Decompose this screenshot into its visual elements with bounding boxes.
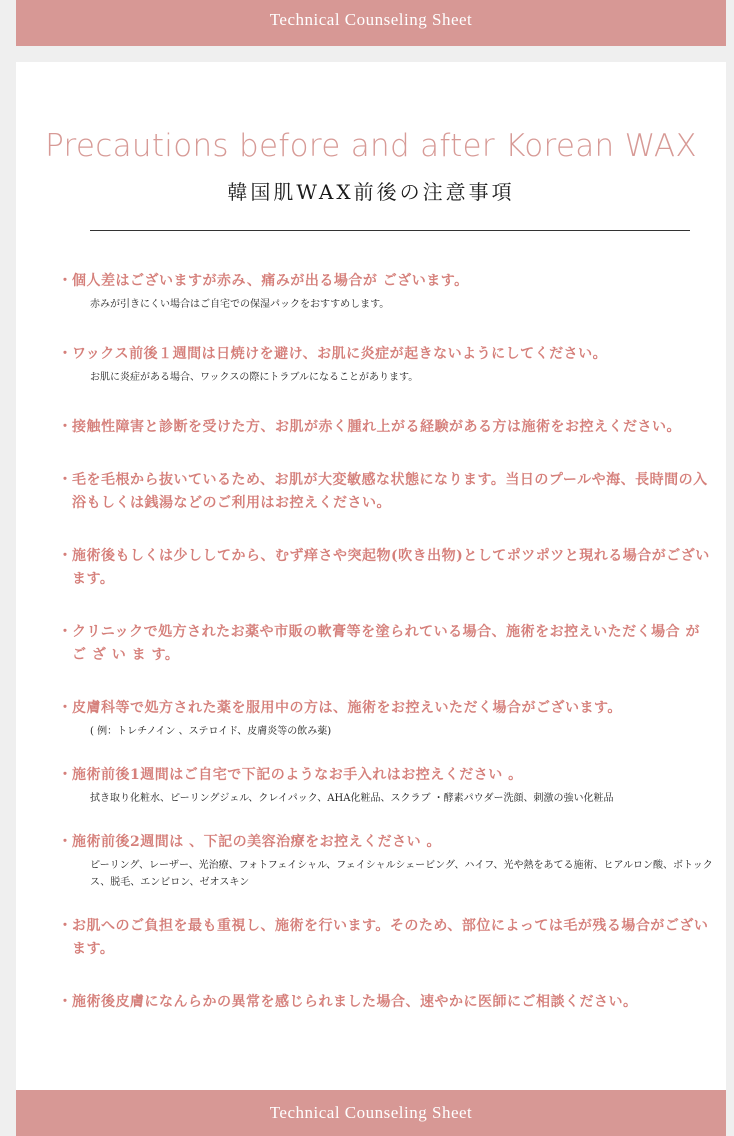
- precaution-text: ・ワックス前後１週間は日焼けを避け、お肌に炎症が起きないようにしてください。: [58, 343, 718, 366]
- bullet-icon: ・: [58, 700, 73, 716]
- bullet-icon: ・: [58, 419, 73, 435]
- precaution-item: [58, 764, 718, 807]
- precaution-list: [58, 270, 718, 1014]
- precaution-item: [58, 270, 718, 313]
- english-title: Precautions before and after Korean WAX: [45, 128, 697, 164]
- counseling-sheet: [16, 62, 726, 1090]
- bullet-icon: ・: [58, 472, 73, 488]
- bullet-icon: ・: [58, 624, 73, 640]
- precaution-text: ・施術後皮膚になんらかの異常を感じられました場合、速やかに医師にご相談ください。: [58, 991, 718, 1014]
- footer-title: Technical Counseling Sheet: [269, 1103, 473, 1122]
- precaution-item: [58, 545, 718, 591]
- precaution-item: [58, 416, 718, 439]
- precaution-text: ・施術前後1週間はご自宅で下記のようなお手入れはお控えください 。: [58, 764, 718, 787]
- precaution-text: ・施術後もしくは少ししてから、むず痒さや突起物(吹き出物)としてポツポツと現れる場合がございます。: [58, 545, 718, 591]
- footer-band: [16, 1090, 726, 1136]
- precaution-text: ・接触性障害と診断を受けた方、お肌が赤く腫れ上がる経験がある方は施術をお控えください。: [58, 416, 718, 439]
- precaution-text: ・毛を毛根から抜いているため、お肌が大変敏感な状態になります。当日のプールや海、長時間の入浴もしくは銭湯などのご利用はお控えください。: [58, 469, 718, 515]
- precaution-item: [58, 621, 718, 667]
- bullet-icon: ・: [58, 548, 73, 564]
- precaution-item: [58, 697, 718, 740]
- precaution-note: ピーリング、レーザー、光治療、フォトフェイシャル、フェイシャルシェービング、ハイフ、光や熱をあてる施術、ヒアルロン酸、ボトックス、脱毛、エンビロン、ゼオスキン: [90, 860, 713, 888]
- precaution-note: ( 例：トレチノイン 、ステロイド、皮膚炎等の飲み薬): [90, 726, 332, 737]
- title-divider: [90, 230, 690, 231]
- precaution-text: ・お肌へのご負担を最も重視し、施術を行います。そのため、部位によっては毛が残る場合がございます。: [58, 915, 718, 961]
- precaution-item: [58, 469, 718, 515]
- precaution-text: ・施術前後2週間は 、下記の美容治療をお控えください 。: [58, 831, 718, 854]
- header-title: Technical Counseling Sheet: [269, 10, 473, 29]
- bullet-icon: ・: [58, 767, 73, 783]
- precaution-item: [58, 831, 718, 891]
- bullet-icon: ・: [58, 346, 73, 362]
- precaution-note: 赤みが引きにくい場合はご自宅での保湿パックをおすすめします。: [90, 299, 390, 310]
- bullet-icon: ・: [58, 273, 73, 289]
- precaution-text: ・個人差はございますが赤み、痛みが出る場合が ございます。: [58, 270, 718, 293]
- precaution-text: ・皮膚科等で処方された薬を服用中の方は、施術をお控えいただく場合がございます。: [58, 697, 718, 720]
- bullet-icon: ・: [58, 918, 73, 934]
- precaution-item: [58, 991, 718, 1014]
- precaution-note: 拭き取り化粧水、ピーリングジェル、クレイパック、AHA化粧品、スクラブ ・酵素パウダー洗顔、刺激の強い化粧品: [90, 793, 614, 804]
- bullet-icon: ・: [58, 994, 73, 1010]
- precaution-text: ・クリニックで処方されたお薬や市販の軟膏等を塗られている場合、施術をお控えいただく場合 が ご ざ い ま す。: [58, 621, 718, 667]
- precaution-item: [58, 915, 718, 961]
- precaution-note: お肌に炎症がある場合、ワックスの際にトラブルになることがあります。: [90, 372, 419, 383]
- bullet-icon: ・: [58, 834, 73, 850]
- header-band: [16, 0, 726, 46]
- japanese-title: 韓国肌WAX前後の注意事項: [227, 180, 515, 204]
- precaution-item: [58, 343, 718, 386]
